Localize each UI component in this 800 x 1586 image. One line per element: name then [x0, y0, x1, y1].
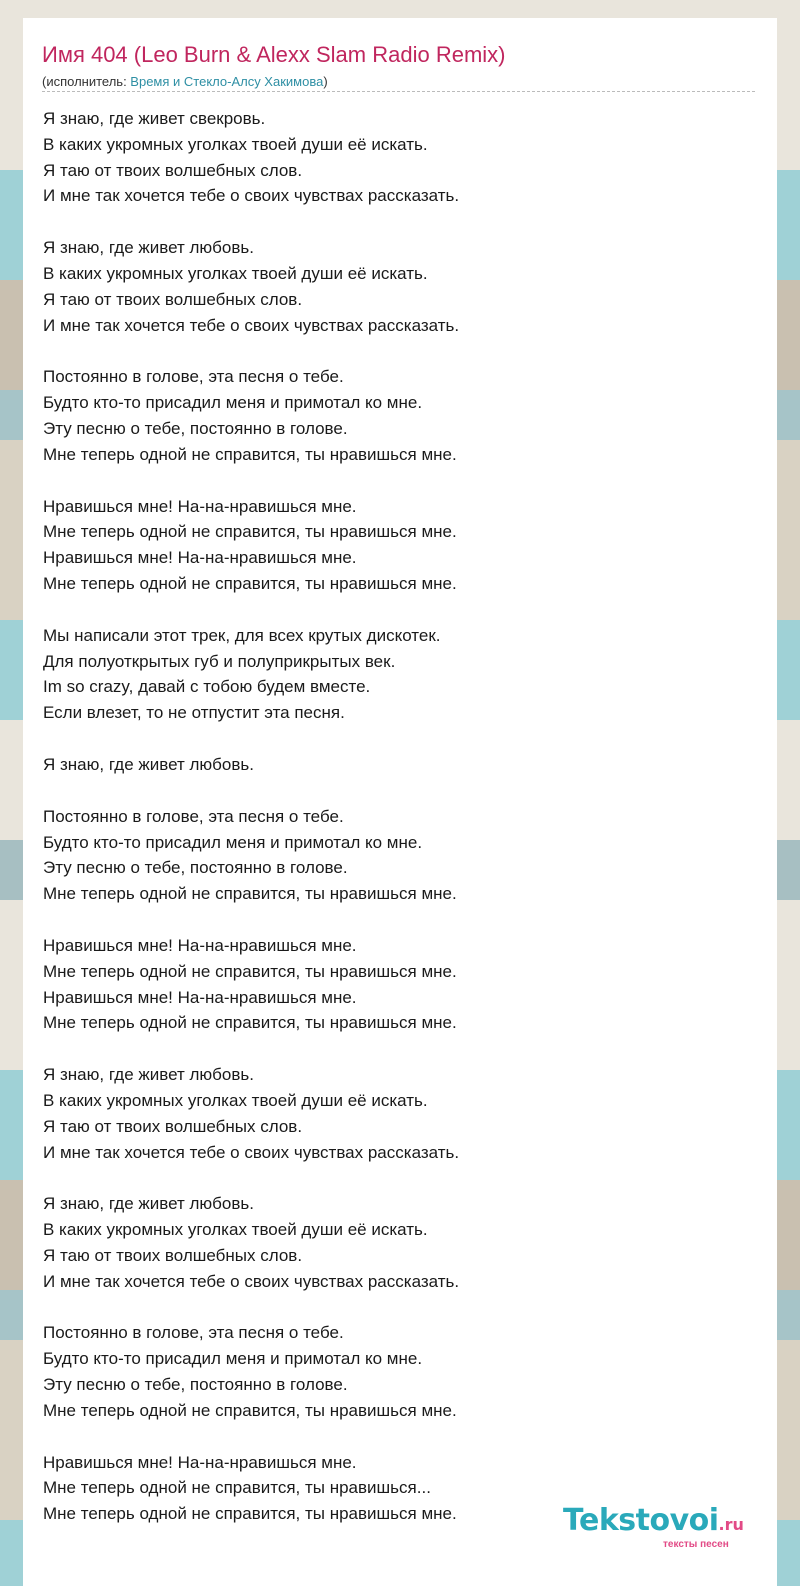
lyrics-line: Мне теперь одной не справится, ты нравишься мне.: [43, 573, 457, 593]
lyrics-stanza: [43, 494, 743, 597]
lyrics-stanza: [43, 106, 743, 209]
lyrics-line: Будто кто-то присадил меня и примотал ко мне.: [43, 832, 423, 852]
lyrics-text: [43, 106, 743, 1553]
logo-tagline: тексты песен: [663, 1539, 729, 1550]
logo-tld: .ru: [718, 1515, 744, 1534]
lyrics-line: Мне теперь одной не справится, ты нравишься...: [43, 1478, 431, 1498]
lyrics-stanza: [43, 1062, 743, 1165]
lyrics-stanza: [43, 804, 743, 907]
lyrics-line: Будто кто-то присадил меня и примотал ко мне.: [43, 1349, 423, 1369]
lyrics-line: Я знаю, где живет свекровь.: [43, 109, 266, 128]
lyrics-stanza: [43, 1191, 743, 1294]
lyrics-line: Мне теперь одной не справится, ты нравишься мне.: [43, 884, 457, 904]
lyrics-line: Я знаю, где живет любовь.: [43, 238, 254, 258]
artist-link[interactable]: Время и Стекло-Алсу Хакимова: [130, 74, 324, 89]
lyrics-line: Я таю от твоих волшебных слов.: [43, 289, 303, 309]
lyrics-line: И мне так хочется тебе о своих чувствах рассказать.: [43, 315, 460, 335]
lyrics-card: [23, 18, 777, 1586]
lyrics-line: И мне так хочется тебе о своих чувствах рассказать.: [43, 1271, 460, 1291]
lyrics-line: Мне теперь одной не справится, ты нравишься мне.: [43, 444, 457, 464]
artist-prefix: (исполнитель:: [42, 74, 131, 89]
lyrics-line: Постоянно в голове, эта песня о тебе.: [43, 1323, 344, 1343]
lyrics-line: В каких укромных уголках твоей души её искать.: [43, 134, 428, 154]
lyrics-line: Мне теперь одной не справится, ты нравишься мне.: [43, 1504, 457, 1524]
lyrics-line: В каких укромных уголках твоей души её искать.: [43, 1220, 428, 1240]
title-divider: [42, 91, 755, 92]
lyrics-line: Я знаю, где живет любовь.: [43, 1194, 254, 1214]
lyrics-line: Мы написали этот трек, для всех крутых дискотек.: [43, 625, 441, 645]
artist-line: [42, 74, 328, 89]
lyrics-line: Я таю от твоих волшебных слов.: [43, 1245, 303, 1265]
lyrics-line: Нравишься мне! На-на-нравишься мне.: [43, 935, 357, 955]
lyrics-line: Мне теперь одной не справится, ты нравишься мне.: [43, 522, 457, 542]
lyrics-stanza: [43, 933, 743, 1036]
lyrics-line: Мне теперь одной не справится, ты нравишься мне.: [43, 1013, 457, 1033]
lyrics-line: И мне так хочется тебе о своих чувствах рассказать.: [43, 186, 460, 206]
lyrics-line: Нравишься мне! На-на-нравишься мне.: [43, 1452, 357, 1472]
lyrics-line: Нравишься мне! На-на-нравишься мне.: [43, 496, 357, 516]
lyrics-line: Постоянно в голове, эта песня о тебе.: [43, 367, 344, 387]
logo-name: Tekstovoi: [563, 1503, 719, 1538]
lyrics-line: Эту песню о тебе, постоянно в голове.: [43, 858, 348, 878]
lyrics-line: Я таю от твоих волшебных слов.: [43, 1116, 303, 1136]
lyrics-line: Если влезет, то не отпустит эта песня.: [43, 703, 345, 723]
lyrics-line: И мне так хочется тебе о своих чувствах рассказать.: [43, 1142, 460, 1162]
lyrics-line: Я знаю, где живет любовь.: [43, 1065, 254, 1085]
lyrics-line: Эту песню о тебе, постоянно в голове.: [43, 418, 348, 438]
lyrics-stanza: [43, 752, 743, 778]
lyrics-line: Нравишься мне! На-на-нравишься мне.: [43, 548, 357, 568]
lyrics-line: Для полуоткрытых губ и полуприкрытых век.: [43, 651, 396, 671]
lyrics-line: В каких укромных уголках твоей души её искать.: [43, 1090, 428, 1110]
song-title: Имя 404 (Leo Burn & Alexx Slam Radio Remix): [42, 42, 506, 67]
lyrics-line: В каких укромных уголках твоей души её искать.: [43, 263, 428, 283]
lyrics-stanza: [43, 235, 743, 338]
lyrics-line: Нравишься мне! На-на-нравишься мне.: [43, 987, 357, 1007]
site-logo[interactable]: [563, 1503, 744, 1550]
lyrics-line: Мне теперь одной не справится, ты нравишься мне.: [43, 1400, 457, 1420]
artist-suffix: ): [323, 74, 328, 89]
lyrics-line: Im so crazy, давай с тобою будем вместе.: [43, 677, 371, 697]
lyrics-stanza: [43, 364, 743, 467]
lyrics-line: Я таю от твоих волшебных слов.: [43, 160, 303, 180]
lyrics-stanza: [43, 623, 743, 726]
lyrics-line: Эту песню о тебе, постоянно в голове.: [43, 1375, 348, 1395]
lyrics-line: Постоянно в голове, эта песня о тебе.: [43, 806, 344, 826]
lyrics-line: Будто кто-то присадил меня и примотал ко мне.: [43, 393, 423, 413]
lyrics-line: Мне теперь одной не справится, ты нравишься мне.: [43, 961, 457, 981]
lyrics-stanza: [43, 1320, 743, 1423]
lyrics-line: Я знаю, где живет любовь.: [43, 754, 254, 774]
